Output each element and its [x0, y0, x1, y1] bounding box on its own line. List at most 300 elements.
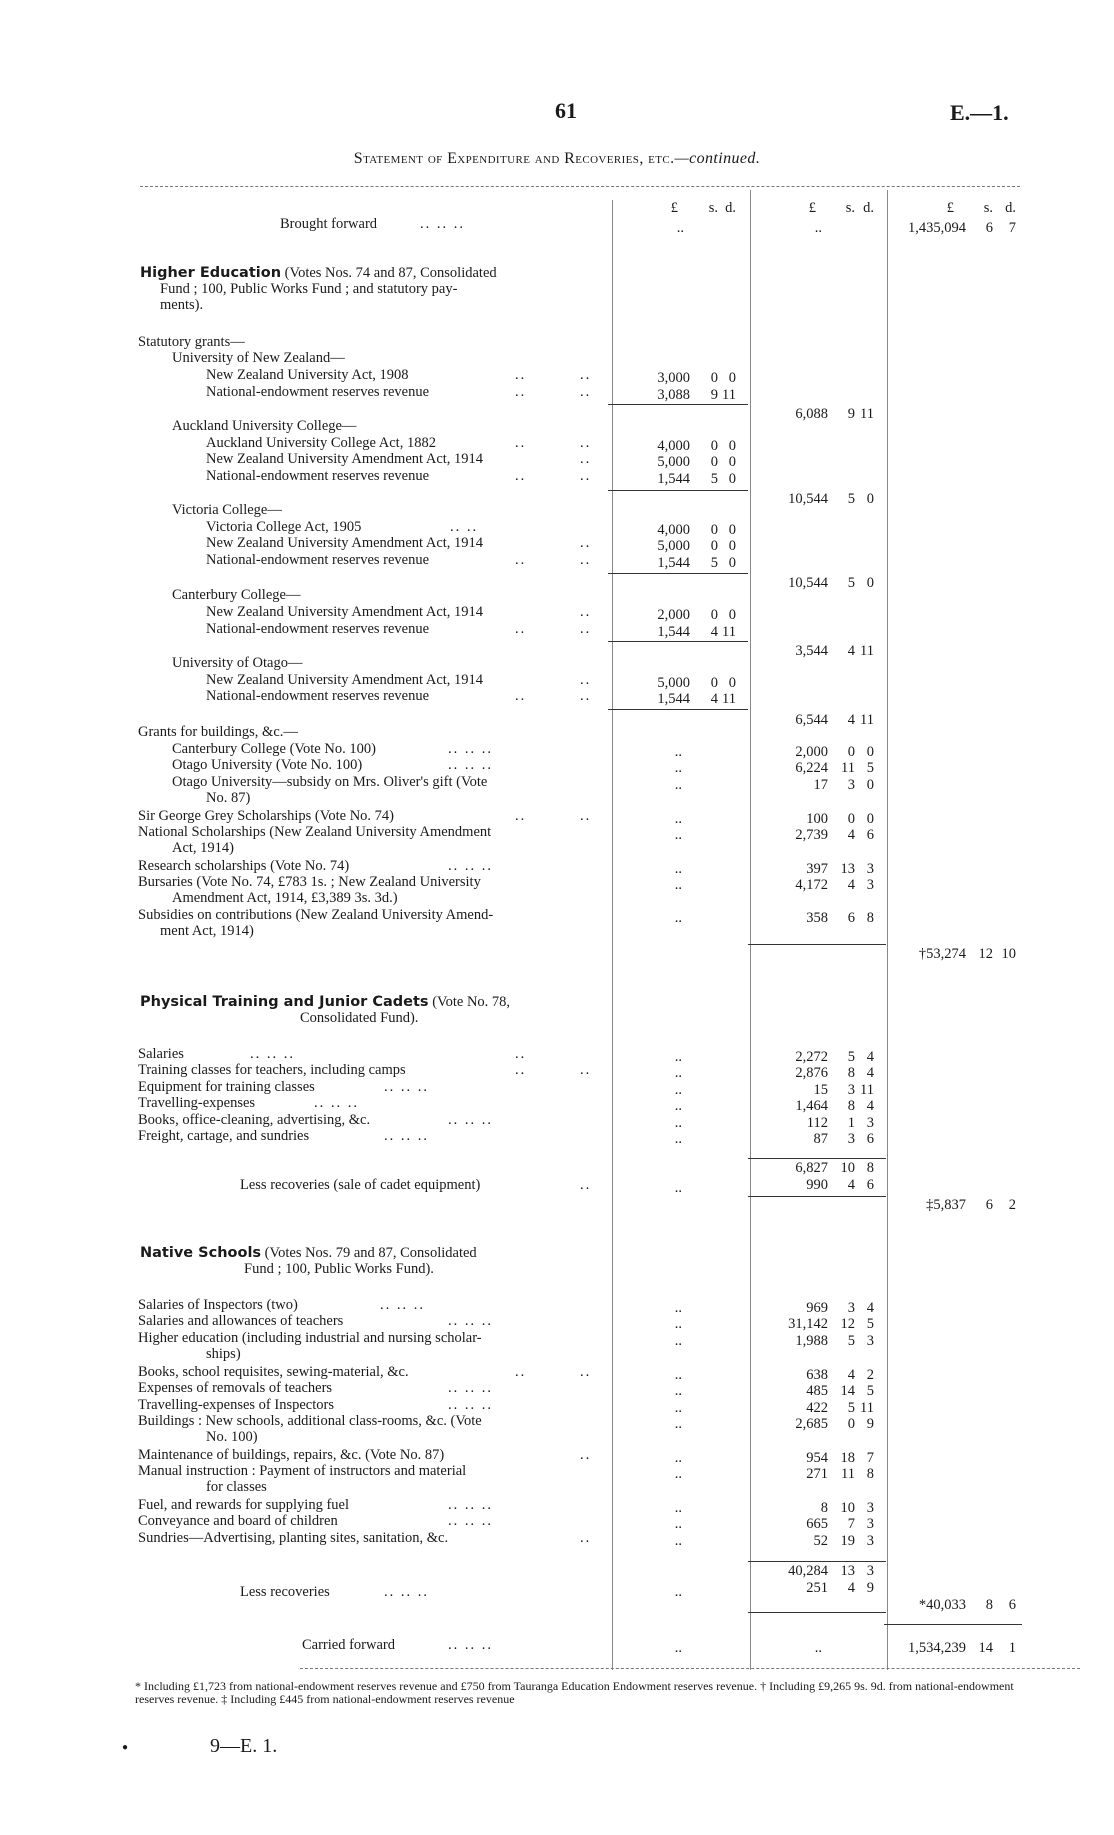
column-divider-2 — [750, 190, 751, 1670]
otago-total-pence: 11 — [860, 712, 874, 728]
pt-freight-pounds: 87 — [813, 1131, 828, 1147]
grey-scholarships-shillings: 0 — [847, 811, 855, 827]
higher-education-total-shillings: 12 — [978, 946, 993, 962]
brought-forward-label: Brought forward — [280, 216, 378, 232]
victoria-amend-pounds: 5,000 — [657, 538, 690, 554]
ns-books-pounds: 638 — [806, 1367, 828, 1383]
higher-education-heading — [140, 265, 497, 282]
canterbury-amendment: New Zealand University Amendment Act, 1914 — [206, 604, 484, 620]
ns-manual-pence: 8 — [866, 1466, 874, 1482]
victoria-act-pence: 0 — [728, 522, 736, 538]
ns-buildings-pence: 9 — [866, 1416, 874, 1432]
ns-removals-pence: 5 — [866, 1383, 874, 1399]
empty-cell-dots: .. — [674, 744, 682, 760]
empty-cell-dots: .. — [674, 1400, 682, 1416]
bursaries-pounds: 4,172 — [795, 877, 828, 893]
column-divider-1 — [612, 200, 613, 1670]
ns-higher-shillings: 5 — [847, 1333, 855, 1349]
auckland-act-pence: 0 — [728, 438, 736, 454]
pt-training-pounds: 2,876 — [795, 1065, 828, 1081]
empty-cell-dots: .. — [674, 1500, 682, 1516]
otago-vote-pounds: 6,224 — [795, 760, 828, 776]
sum-rule — [748, 1158, 886, 1159]
leader-dots: .. .. .. — [448, 1313, 493, 1329]
empty-cell-dots: .. — [674, 1383, 682, 1399]
ns-teachers-pence: 5 — [866, 1316, 874, 1332]
canterbury-total-pence: 11 — [860, 643, 874, 659]
ns-manual-pounds: 271 — [806, 1466, 828, 1482]
ns-sum-shillings: 13 — [840, 1563, 855, 1579]
nz-act-pounds: 3,000 — [657, 370, 690, 386]
leader-dots: .. .. — [450, 519, 479, 535]
subsidies-pence: 8 — [866, 910, 874, 926]
ns-less-pounds: 251 — [806, 1580, 828, 1596]
auckland-endowment-shillings: 5 — [710, 471, 718, 487]
ns-fuel-pence: 3 — [866, 1500, 874, 1516]
leader-dots: .. — [515, 367, 527, 383]
leader-dots: .. — [515, 1364, 527, 1380]
ns-manual-shillings: 11 — [841, 1466, 855, 1482]
ns-travel-shillings: 5 — [847, 1400, 855, 1416]
ns-sum-pence: 3 — [866, 1563, 874, 1579]
statutory-grants: Statutory grants— — [138, 334, 245, 350]
pt-freight-pence: 6 — [866, 1131, 874, 1147]
pt-salaries-shillings: 5 — [847, 1049, 855, 1065]
bullet-mark: ● — [122, 1742, 129, 1753]
page-number: 61 — [555, 98, 577, 123]
pt-salaries-pence: 4 — [866, 1049, 874, 1065]
victoria-act-pounds: 4,000 — [657, 522, 690, 538]
victoria-amendment: New Zealand University Amendment Act, 1914 — [206, 535, 484, 551]
ns-conveyance: Conveyance and board of children — [138, 1513, 338, 1529]
bursaries-2: Amendment Act, 1914, £3,389 3s. 3d.) — [172, 890, 398, 906]
native-schools-title: Native Schools — [140, 1245, 262, 1261]
auckland-act-shillings: 0 — [710, 438, 718, 454]
sum-rule — [748, 1561, 886, 1562]
higher-education-desc: (Votes Nos. 74 and 87, Consolidated — [284, 265, 497, 281]
canterbury-endowment-pounds: 1,544 — [657, 624, 690, 640]
ns-fuel-pounds: 8 — [820, 1500, 828, 1516]
ns-manual-1: Manual instruction : Payment of instructors and material — [138, 1463, 467, 1479]
auckland-total-shillings: 5 — [847, 491, 855, 507]
leader-dots: .. — [580, 1062, 592, 1078]
physical-training-total-shillings: 6 — [985, 1197, 993, 1213]
leader-dots: .. .. .. — [384, 1584, 429, 1600]
pt-equipment-shillings: 3 — [847, 1082, 855, 1098]
sum-rule — [608, 641, 748, 642]
empty-cell-dots: .. — [674, 1450, 682, 1466]
research-scholarships: Research scholarships (Vote No. 74) — [138, 858, 350, 874]
victoria-total-pounds: 10,544 — [788, 575, 828, 591]
otago-vote: Otago University (Vote No. 100) — [172, 757, 363, 773]
auckland-total-pounds: 10,544 — [788, 491, 828, 507]
auckland-amend-shillings: 0 — [710, 454, 718, 470]
leader-dots: .. — [580, 384, 592, 400]
carried-forward-c2: .. — [814, 1640, 822, 1656]
pt-sum-pence: 8 — [866, 1160, 874, 1176]
brought-forward-pounds: 1,435,094 — [908, 220, 966, 236]
grants-buildings: Grants for buildings, &c.— — [138, 724, 298, 740]
ns-inspectors: Salaries of Inspectors (two) — [138, 1297, 298, 1313]
auckland-endowment: National-endowment reserves revenue — [206, 468, 430, 484]
pt-books-pence: 3 — [866, 1115, 874, 1131]
leader-dots: .. .. .. — [448, 1513, 493, 1529]
canterbury-vote-shillings: 0 — [847, 744, 855, 760]
ns-conveyance-shillings: 7 — [847, 1516, 855, 1532]
column-header-pence: d. — [725, 200, 736, 216]
top-rule — [140, 186, 1020, 187]
victoria-total-pence: 0 — [866, 575, 874, 591]
native-schools-desc: (Votes Nos. 79 and 87, Consolidated — [264, 1245, 477, 1261]
carried-forward-total-shillings: 14 — [978, 1640, 993, 1656]
footnote-dagger: † Including £9,265 9s. 9d. from national-endowment reserves revenue. — [135, 1679, 1014, 1706]
pt-equipment-pence: 11 — [860, 1082, 874, 1098]
ns-removals-pounds: 485 — [806, 1383, 828, 1399]
ns-sundries-pounds: 52 — [813, 1533, 828, 1549]
brought-forward-shillings: 6 — [985, 220, 993, 236]
ns-fuel: Fuel, and rewards for supplying fuel — [138, 1497, 350, 1513]
ns-less-pence: 9 — [866, 1580, 874, 1596]
empty-cell-dots: .. — [674, 1416, 682, 1432]
native-schools-total-pence: 6 — [1008, 1597, 1016, 1613]
nz-act-pence: 0 — [728, 370, 736, 386]
otago-subsidy-pounds: 17 — [813, 777, 828, 793]
empty-cell-dots: .. — [674, 910, 682, 926]
ns-higher-1: Higher education (including industrial and nursing scholar- — [138, 1330, 482, 1346]
canterbury-endowment-pence: 11 — [722, 624, 736, 640]
pt-training-shillings: 8 — [847, 1065, 855, 1081]
leader-dots: .. — [580, 1364, 592, 1380]
leader-dots: .. — [515, 688, 527, 704]
empty-cell-dots: .. — [674, 1367, 682, 1383]
physical-training-heading — [140, 994, 510, 1011]
ns-buildings-1: Buildings : New schools, additional class-rooms, &c. (Vote — [138, 1413, 482, 1429]
leader-dots: .. .. .. — [384, 1128, 429, 1144]
subsidies-shillings: 6 — [847, 910, 855, 926]
otago-endowment-pounds: 1,544 — [657, 691, 690, 707]
canterbury-amend-shillings: 0 — [710, 607, 718, 623]
national-scholarships-shillings: 4 — [847, 827, 855, 843]
pt-training-pence: 4 — [866, 1065, 874, 1081]
ns-inspectors-pounds: 969 — [806, 1300, 828, 1316]
canterbury-total-shillings: 4 — [847, 643, 855, 659]
native-schools-total-pounds: *40,033 — [918, 1597, 966, 1613]
empty-cell-dots: .. — [674, 1516, 682, 1532]
otago-subsidy-pence: 0 — [866, 777, 874, 793]
sum-rule — [608, 490, 748, 491]
pt-sum-shillings: 10 — [840, 1160, 855, 1176]
leader-dots: .. — [580, 621, 592, 637]
ns-books-shillings: 4 — [847, 1367, 855, 1383]
pt-freight: Freight, cartage, and sundries — [138, 1128, 310, 1144]
auckland-act: Auckland University College Act, 1882 — [206, 435, 436, 451]
ns-conveyance-pence: 3 — [866, 1516, 874, 1532]
ns-maintenance-shillings: 18 — [840, 1450, 855, 1466]
auckland-total-pence: 0 — [866, 491, 874, 507]
ns-conveyance-pounds: 665 — [806, 1516, 828, 1532]
ns-higher-pence: 3 — [866, 1333, 874, 1349]
otago-amend-pence: 0 — [728, 675, 736, 691]
column-header-shillings: s. — [708, 200, 718, 216]
empty-cell-dots: .. — [674, 811, 682, 827]
empty-cell-dots: .. — [674, 1466, 682, 1482]
leader-dots: .. .. .. — [448, 741, 493, 757]
victoria-endowment-pence: 0 — [728, 555, 736, 571]
pt-less-shillings: 4 — [847, 1177, 855, 1193]
empty-cell-dots: .. — [674, 1131, 682, 1147]
column-header-shillings: s. — [983, 200, 993, 216]
otago-endowment-shillings: 4 — [710, 691, 718, 707]
leader-dots: .. .. .. — [448, 1397, 493, 1413]
leader-dots: .. — [580, 604, 592, 620]
pt-salaries-pounds: 2,272 — [795, 1049, 828, 1065]
ns-teachers: Salaries and allowances of teachers — [138, 1313, 344, 1329]
leader-dots: .. .. .. — [448, 858, 493, 874]
leader-dots: .. .. .. — [448, 1637, 493, 1653]
canterbury-endowment-shillings: 4 — [710, 624, 718, 640]
sum-rule — [748, 944, 886, 945]
bottom-reference: 9—E. 1. — [210, 1735, 278, 1757]
leader-dots: .. — [580, 1177, 592, 1193]
research-scholarships-pounds: 397 — [806, 861, 828, 877]
grey-scholarships: Sir George Grey Scholarships (Vote No. 74) — [138, 808, 394, 824]
otago-total-shillings: 4 — [847, 712, 855, 728]
pt-books-shillings: 1 — [847, 1115, 855, 1131]
leader-dots: .. — [580, 367, 592, 383]
leader-dots: .. .. .. — [384, 1079, 429, 1095]
sum-rule — [884, 1624, 1022, 1625]
leader-dots: .. .. .. — [380, 1297, 425, 1313]
leader-dots: .. — [580, 535, 592, 551]
leader-dots: .. .. .. — [250, 1046, 295, 1062]
ns-less-recoveries: Less recoveries — [240, 1584, 330, 1600]
ns-maintenance-pence: 7 — [866, 1450, 874, 1466]
pt-travelling: Travelling-expenses — [138, 1095, 256, 1111]
pt-less-pounds: 990 — [806, 1177, 828, 1193]
victoria-amend-shillings: 0 — [710, 538, 718, 554]
empty-cell-dots: .. — [674, 760, 682, 776]
otago-vote-shillings: 11 — [841, 760, 855, 776]
canterbury-amend-pounds: 2,000 — [657, 607, 690, 623]
research-scholarships-shillings: 13 — [840, 861, 855, 877]
victoria-total-shillings: 5 — [847, 575, 855, 591]
leader-dots: .. .. .. — [314, 1095, 359, 1111]
higher-education-desc-3: ments). — [160, 297, 204, 313]
empty-cell-dots: .. — [674, 1300, 682, 1316]
empty-cell-dots: .. — [674, 1098, 682, 1114]
native-schools-desc-2: Fund ; 100, Public Works Fund). — [244, 1261, 434, 1277]
subsidies-1: Subsidies on contributions (New Zealand University Amend- — [138, 907, 494, 923]
canterbury-total-pounds: 3,544 — [795, 643, 828, 659]
physical-training-total-pence: 2 — [1008, 1197, 1016, 1213]
canterbury-vote-pounds: 2,000 — [795, 744, 828, 760]
empty-cell-dots: .. — [674, 1316, 682, 1332]
grey-scholarships-pence: 0 — [866, 811, 874, 827]
national-scholarships-2: Act, 1914) — [172, 840, 235, 856]
pt-less-pence: 6 — [866, 1177, 874, 1193]
leader-dots: .. — [515, 384, 527, 400]
nz-total-shillings: 9 — [847, 406, 855, 422]
brought-forward-c2: .. — [814, 220, 822, 236]
subsidies-pounds: 358 — [806, 910, 828, 926]
physical-training-total-pounds: ‡5,837 — [926, 1197, 966, 1213]
empty-cell-dots: .. — [674, 1584, 682, 1600]
otago-subsidy-1: Otago University—subsidy on Mrs. Oliver's gift (Vote — [172, 774, 488, 790]
column-divider-3 — [887, 190, 888, 1670]
otago-total-pounds: 6,544 — [795, 712, 828, 728]
leader-dots: .. — [580, 552, 592, 568]
otago-amendment: New Zealand University Amendment Act, 1914 — [206, 672, 484, 688]
nz-endowment-pence: 11 — [722, 387, 736, 403]
ns-teachers-shillings: 12 — [840, 1316, 855, 1332]
ns-travel: Travelling-expenses of Inspectors — [138, 1397, 334, 1413]
auckland-endowment-pounds: 1,544 — [657, 471, 690, 487]
ns-removals-shillings: 14 — [840, 1383, 855, 1399]
pt-freight-shillings: 3 — [847, 1131, 855, 1147]
pt-travelling-pounds: 1,464 — [795, 1098, 828, 1114]
pt-travelling-shillings: 8 — [847, 1098, 855, 1114]
column-header-pounds: £ — [670, 200, 678, 216]
canterbury-endowment: National-endowment reserves revenue — [206, 621, 430, 637]
victoria-endowment-shillings: 5 — [710, 555, 718, 571]
leader-dots: .. — [580, 435, 592, 451]
leader-dots: .. — [580, 468, 592, 484]
leader-dots: .. — [515, 435, 527, 451]
empty-cell-dots: .. — [674, 1180, 682, 1196]
auckland-college: Auckland University College— — [172, 418, 357, 434]
carried-forward-total-pounds: 1,534,239 — [908, 1640, 966, 1656]
leader-dots: .. — [515, 808, 527, 824]
ns-sundries-pence: 3 — [866, 1533, 874, 1549]
otago-vote-pence: 5 — [866, 760, 874, 776]
empty-cell-dots: .. — [674, 861, 682, 877]
native-schools-total-shillings: 8 — [985, 1597, 993, 1613]
ns-manual-2: for classes — [206, 1479, 267, 1495]
leader-dots: .. — [515, 552, 527, 568]
ns-sundries-shillings: 19 — [840, 1533, 855, 1549]
physical-training-desc-2: Consolidated Fund). — [300, 1010, 419, 1026]
nz-endowment-shillings: 9 — [710, 387, 718, 403]
auckland-amendment: New Zealand University Amendment Act, 1914 — [206, 451, 484, 467]
auckland-act-pounds: 4,000 — [657, 438, 690, 454]
victoria-amend-pence: 0 — [728, 538, 736, 554]
column-header-pounds: £ — [946, 200, 954, 216]
ns-maintenance: Maintenance of buildings, repairs, &c. (Vote No. 87) — [138, 1447, 445, 1463]
leader-dots: .. — [580, 1447, 592, 1463]
grey-scholarships-pounds: 100 — [806, 811, 828, 827]
leader-dots: .. — [580, 808, 592, 824]
empty-cell-dots: .. — [674, 1533, 682, 1549]
otago-amend-shillings: 0 — [710, 675, 718, 691]
pt-equipment: Equipment for training classes — [138, 1079, 315, 1095]
ns-sum-pounds: 40,284 — [788, 1563, 828, 1579]
ns-sundries: Sundries—Advertising, planting sites, sanitation, &c. — [138, 1530, 449, 1546]
ns-buildings-2: No. 100) — [206, 1429, 258, 1445]
column-header-shillings: s. — [845, 200, 855, 216]
leader-dots: .. — [580, 688, 592, 704]
higher-education-total-pence: 10 — [1001, 946, 1016, 962]
footnote-star: * Including £1,723 from national-endowment reserves revenue and £750 from Tauranga Education Endowment reserves revenue. — [135, 1679, 758, 1693]
subsidies-2: ment Act, 1914) — [160, 923, 254, 939]
leader-dots: .. — [515, 1062, 527, 1078]
leader-dots: .. .. .. — [448, 1380, 493, 1396]
leader-dots: .. .. .. — [448, 757, 493, 773]
ns-higher-pounds: 1,988 — [795, 1333, 828, 1349]
auckland-endowment-pence: 0 — [728, 471, 736, 487]
pt-less-recoveries: Less recoveries (sale of cadet equipment) — [240, 1177, 481, 1193]
ns-maintenance-pounds: 954 — [806, 1450, 828, 1466]
nz-national-endowment: National-endowment reserves revenue — [206, 384, 430, 400]
victoria-college: Victoria College— — [172, 502, 282, 518]
ns-buildings-pounds: 2,685 — [795, 1416, 828, 1432]
empty-cell-dots: .. — [674, 1640, 682, 1656]
sum-rule — [608, 573, 748, 574]
leader-dots: .. — [580, 672, 592, 688]
ns-teachers-pounds: 31,142 — [788, 1316, 828, 1332]
victoria-endowment-pounds: 1,544 — [657, 555, 690, 571]
empty-cell-dots: .. — [674, 777, 682, 793]
bottom-rule — [300, 1668, 1080, 1669]
footnote-double-dagger: ‡ Including £445 from national-endowment reserves revenue — [221, 1692, 515, 1706]
sum-rule — [608, 709, 748, 710]
national-scholarships-pence: 6 — [866, 827, 874, 843]
leader-dots: .. .. .. — [448, 1497, 493, 1513]
pt-training-classes: Training classes for teachers, including camps — [138, 1062, 406, 1078]
bursaries-1: Bursaries (Vote No. 74, £783 1s. ; New Zealand University — [138, 874, 481, 890]
pt-travelling-pence: 4 — [866, 1098, 874, 1114]
otago-endowment-pence: 11 — [722, 691, 736, 707]
canterbury-vote-pence: 0 — [866, 744, 874, 760]
sum-rule — [748, 1612, 886, 1613]
canterbury-amend-pence: 0 — [728, 607, 736, 623]
ns-books-pence: 2 — [866, 1367, 874, 1383]
bursaries-pence: 3 — [866, 877, 874, 893]
page-reference: E.—1. — [950, 100, 1009, 125]
otago-endowment: National-endowment reserves revenue — [206, 688, 430, 704]
otago-subsidy-2: No. 87) — [206, 790, 251, 806]
empty-cell-dots: .. — [674, 1333, 682, 1349]
leader-dots: .. — [580, 1530, 592, 1546]
column-header-pounds: £ — [808, 200, 816, 216]
canterbury-vote: Canterbury College (Vote No. 100) — [172, 741, 376, 757]
physical-training-desc: (Vote No. 78, — [432, 994, 511, 1010]
leader-dots: .. .. .. — [420, 216, 465, 232]
leader-dots: .. — [515, 621, 527, 637]
auckland-amend-pounds: 5,000 — [657, 454, 690, 470]
pt-books: Books, office-cleaning, advertising, &c. — [138, 1112, 371, 1128]
ns-higher-2: ships) — [206, 1346, 241, 1362]
national-scholarships-pounds: 2,739 — [795, 827, 828, 843]
statement-title: Statement of Expenditure and Recoveries, etc.—continued. — [353, 150, 761, 167]
otago-university: University of Otago— — [172, 655, 303, 671]
canterbury-college: Canterbury College— — [172, 587, 301, 603]
ns-inspectors-shillings: 3 — [847, 1300, 855, 1316]
nz-university-act: New Zealand University Act, 1908 — [206, 367, 409, 383]
national-scholarships-1: National Scholarships (New Zealand University Amendment — [138, 824, 492, 840]
victoria-act-shillings: 0 — [710, 522, 718, 538]
pt-equipment-pounds: 15 — [813, 1082, 828, 1098]
sum-rule — [608, 404, 748, 405]
victoria-act: Victoria College Act, 1905 — [206, 519, 362, 535]
research-scholarships-pence: 3 — [866, 861, 874, 877]
nz-total-pence: 11 — [860, 406, 874, 422]
higher-education-total-pounds: †53,274 — [918, 946, 966, 962]
ns-travel-pence: 11 — [860, 1400, 874, 1416]
leader-dots: .. .. .. — [448, 1112, 493, 1128]
victoria-endowment: National-endowment reserves revenue — [206, 552, 430, 568]
carried-forward-total-pence: 1 — [1008, 1640, 1016, 1656]
pt-sum-pounds: 6,827 — [795, 1160, 828, 1176]
